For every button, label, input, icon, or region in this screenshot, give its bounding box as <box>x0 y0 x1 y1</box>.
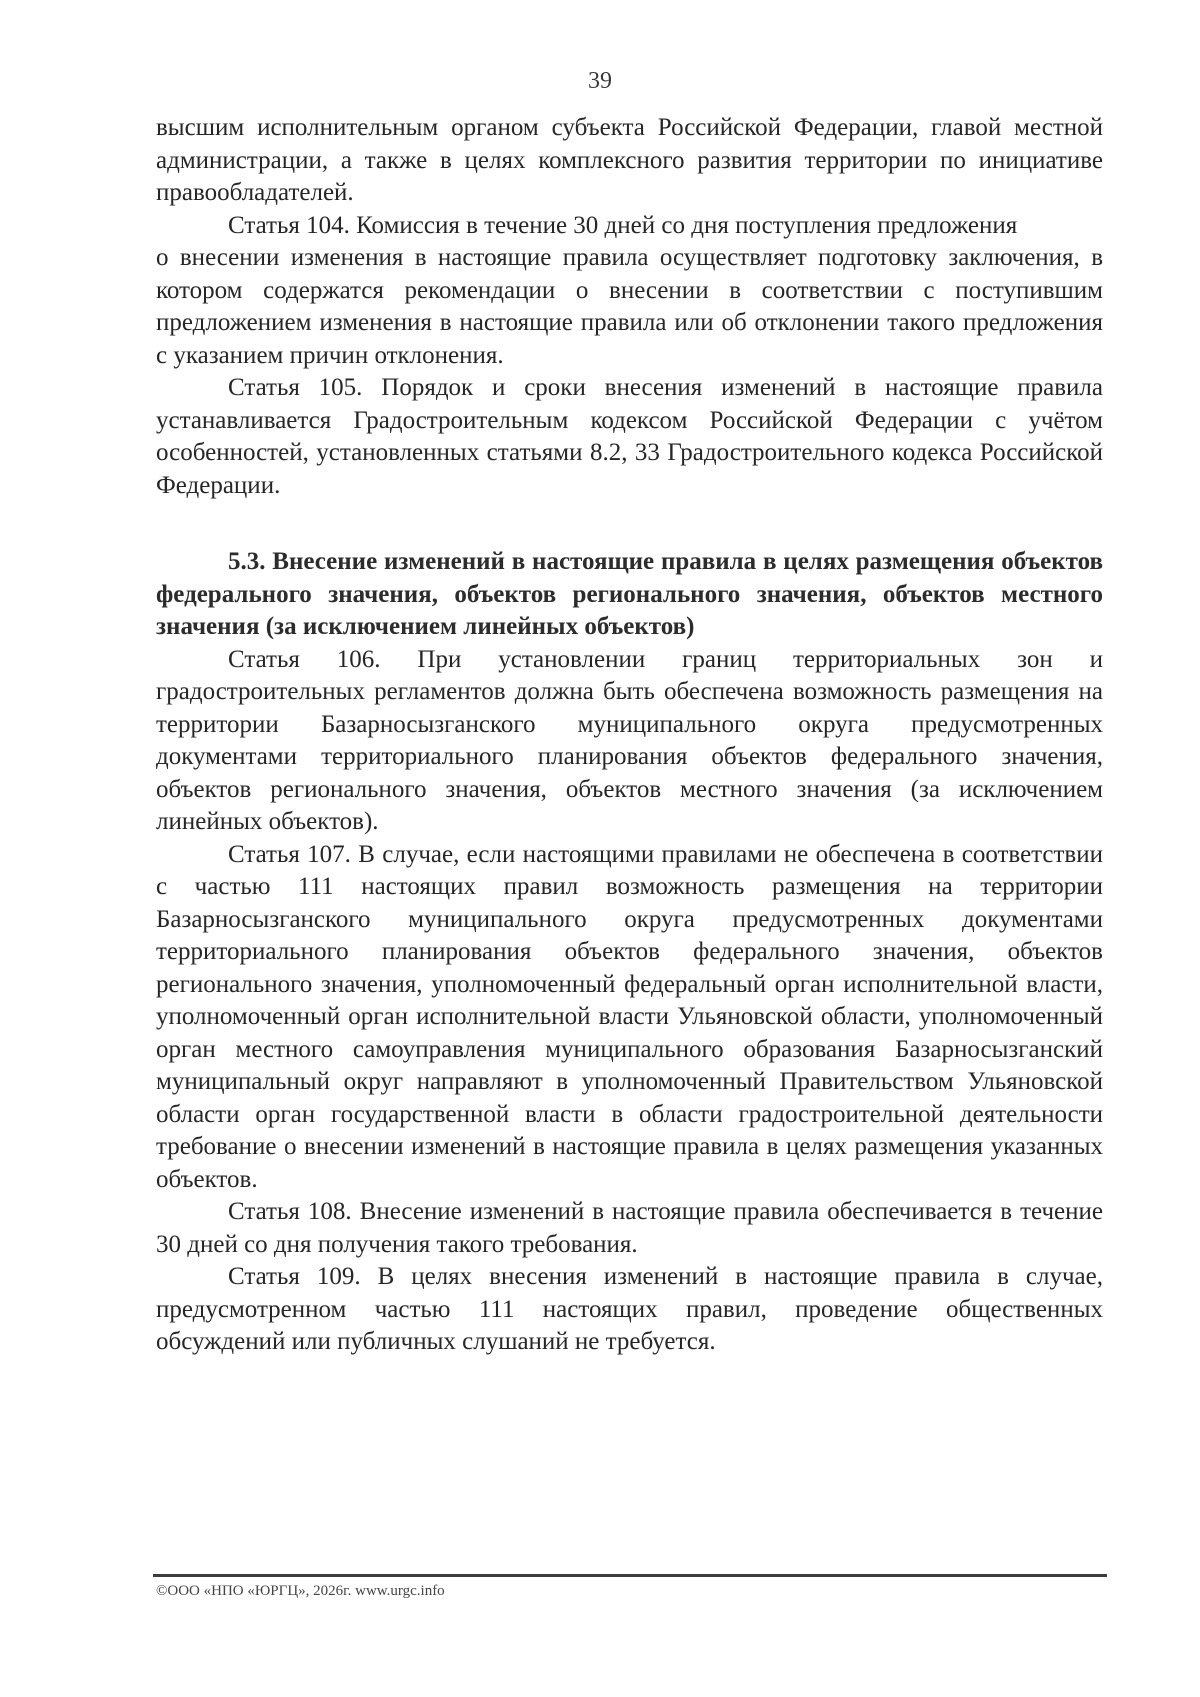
page-number: 39 <box>588 68 612 94</box>
article-107-label: Статья 107. <box>228 840 351 868</box>
article-108-label: Статья 108. <box>228 1198 352 1225</box>
article-104-text-line1: Комиссия в течение 30 дней со дня поступления предложения <box>349 211 1018 239</box>
document-body <box>156 112 1103 1359</box>
article-104-first-line <box>156 210 1103 243</box>
article-104-label: Статья 104. <box>228 211 350 239</box>
article-106-label: Статья 106. <box>228 645 381 673</box>
article-108-text: Внесение изменений в настоящие правила обеспечивается в течение 30 дней со дня получения такого требования. <box>156 1198 1103 1258</box>
article-106 <box>156 644 1103 839</box>
article-106-text: При установлении границ территориальных зон и градостроительных регламентов должна быть обеспечена возможность размещения на территории Базарносызганского муниципального округа предусмотренных документами территориального планирования объектов федерального значения, объектов регионального значения, объектов местного значения (за исключением линейных объектов). <box>156 645 1103 835</box>
intro-paragraph: высшим исполнительным органом субъекта Российской Федерации, главой местной администрации, а также в целях комплексного развития территории по инициативе правообладателей. <box>156 114 1103 206</box>
article-107-text: В случае, если настоящими правилами не обеспечена в соответствии с частью 111 настоящих правил возможность размещения на территории Базарносызганского муниципального округа предусмотренных документами территориального планирования объектов федерального значения, объектов регионального значения, уполномоченный федеральный орган исполнительной власти, уполномоченный орган исполнительной власти Ульяновской области, уполномоченный орган местного самоуправления муниципального образования Базарносызганский муниципальный округ направляют в уполномоченный Правительством Ульяновской области орган государственной власти в области градостроительной деятельности требование о внесении изменений в настоящие правила в целях размещения указанных объектов. <box>156 840 1103 1193</box>
article-109-label: Статья 109. <box>228 1263 361 1290</box>
article-109-text: В целях внесения изменений в настоящие правила в случае, предусмотренном частью 111 настоящих правил, проведение общественных обсуждений или публичных слушаний не требуется. <box>156 1263 1103 1355</box>
footer-divider <box>153 1574 1107 1577</box>
footer-copyright: ©ООО «НПО «ЮРГЦ», 2026г. www.urgc.info <box>156 1583 445 1599</box>
article-104-continuation: о внесении изменения в настоящие правила осуществляет подготовку заключения, в котором содержатся рекомендации о внесении в соответствии с поступившим предложением изменения в настоящие правила или об отклонении такого предложения с указанием причин отклонения. <box>156 244 1103 369</box>
article-105 <box>156 372 1103 502</box>
article-105-text: Порядок и сроки внесения изменений в настоящие правила устанавливается Градостроительным кодексом Российской Федерации с учётом особенностей, установленных статьями 8.2, 33 Градостроительного кодекса Российской Федерации. <box>156 374 1103 499</box>
article-108 <box>156 1196 1103 1261</box>
article-109 <box>156 1261 1103 1359</box>
article-105-label: Статья 105. <box>228 374 363 401</box>
section-heading: 5.3. Внесение изменений в настоящие правила в целях размещения объектов федерального значения, объектов регионального значения, объектов местного значения (за исключением линейных объектов) <box>156 548 1103 640</box>
article-107 <box>156 839 1103 1197</box>
